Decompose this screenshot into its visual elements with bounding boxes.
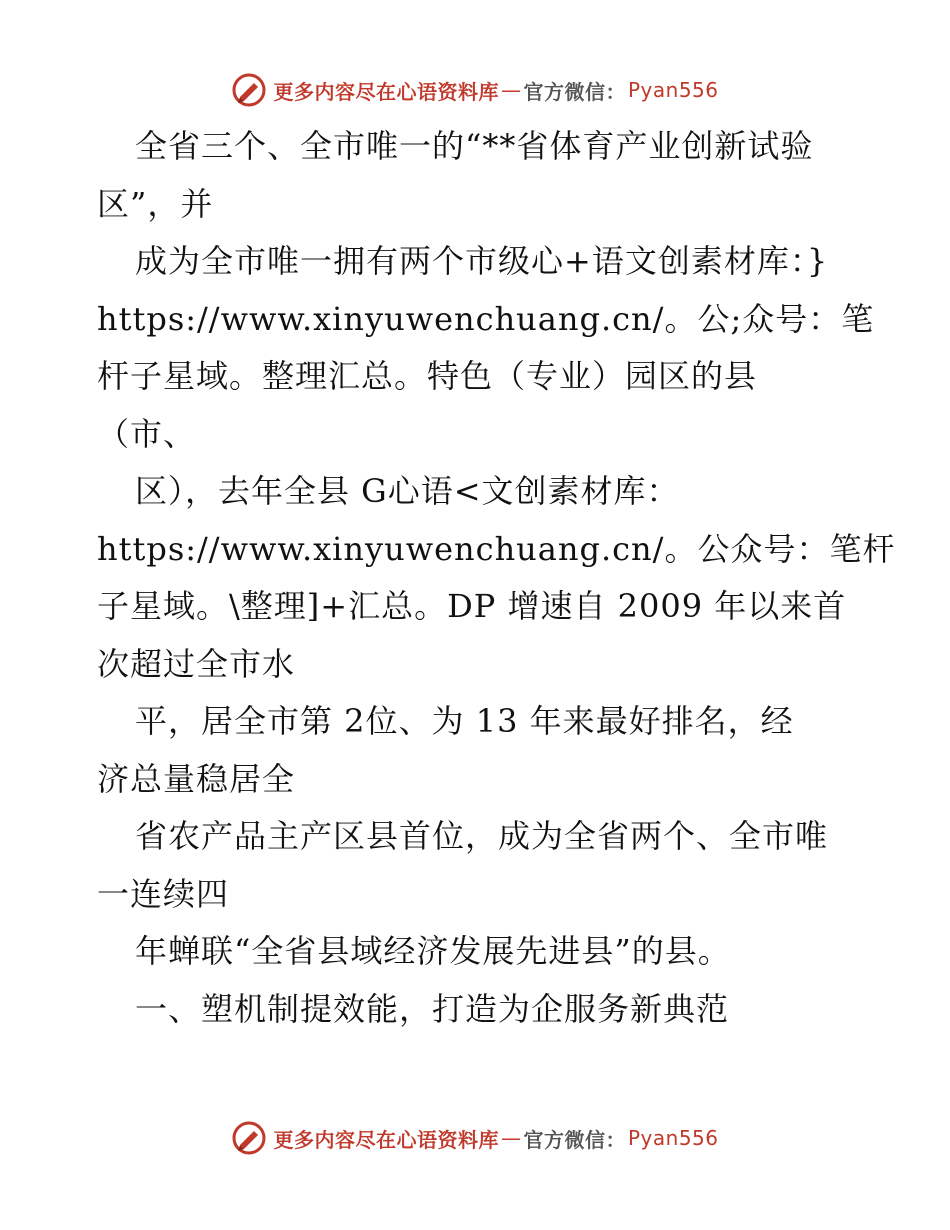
body-line: 一连续四 [97,874,230,913]
pen-logo-icon [231,72,267,108]
body-line: 年蝉联“全省县域经济发展先进县”的县。 [135,932,731,970]
body-line: 杆子星域。整理汇总。特色（专业）园区的县 [97,357,758,395]
footer-banner [0,1118,950,1158]
section-heading: 一、塑机制提效能，打造为企服务新典范 [135,989,730,1028]
header-banner [0,70,950,110]
body-line: https://www.xinyuwenchuang.cn/。公众号：笔杆 [97,529,896,568]
body-line: 区”，并 [97,184,214,223]
banner-wechat-label: 官方微信： [523,1127,626,1152]
body-line: 全省三个、全市唯一的“**省体育产业创新试验 [135,127,814,165]
body-line: 济总量稳居全 [97,759,296,798]
document-body [97,118,896,1038]
banner-title: 更多内容尽在心语资料库 [273,79,499,104]
body-line: 次超过全市水 [97,644,296,683]
body-line: 平，居全市第 2位、为 13 年来最好排名，经 [135,702,794,740]
banner-wechat-label: 官方微信： [523,79,626,104]
banner-wechat-id: Pyan556 [627,1126,719,1150]
banner-dash: — [500,78,522,102]
banner-wechat-id: Pyan556 [627,78,719,102]
banner-dash: — [500,1126,522,1150]
body-line: 成为全市唯一拥有两个市级心+语文创素材库：} [135,242,829,280]
banner-title: 更多内容尽在心语资料库 [273,1127,499,1152]
body-line: （市、 [97,414,197,453]
body-line: 省农产品主产区县首位，成为全省两个、全市唯 [135,817,829,855]
body-line: 子星域。\整理]+汇总。DP 增速自 2009 年以来首 [97,587,847,625]
body-line: https://www.xinyuwenchuang.cn/。公;众号：笔 [97,299,875,338]
body-line: 区），去年全县 G心语<文创素材库： [135,472,680,510]
pen-logo-icon [231,1120,267,1156]
